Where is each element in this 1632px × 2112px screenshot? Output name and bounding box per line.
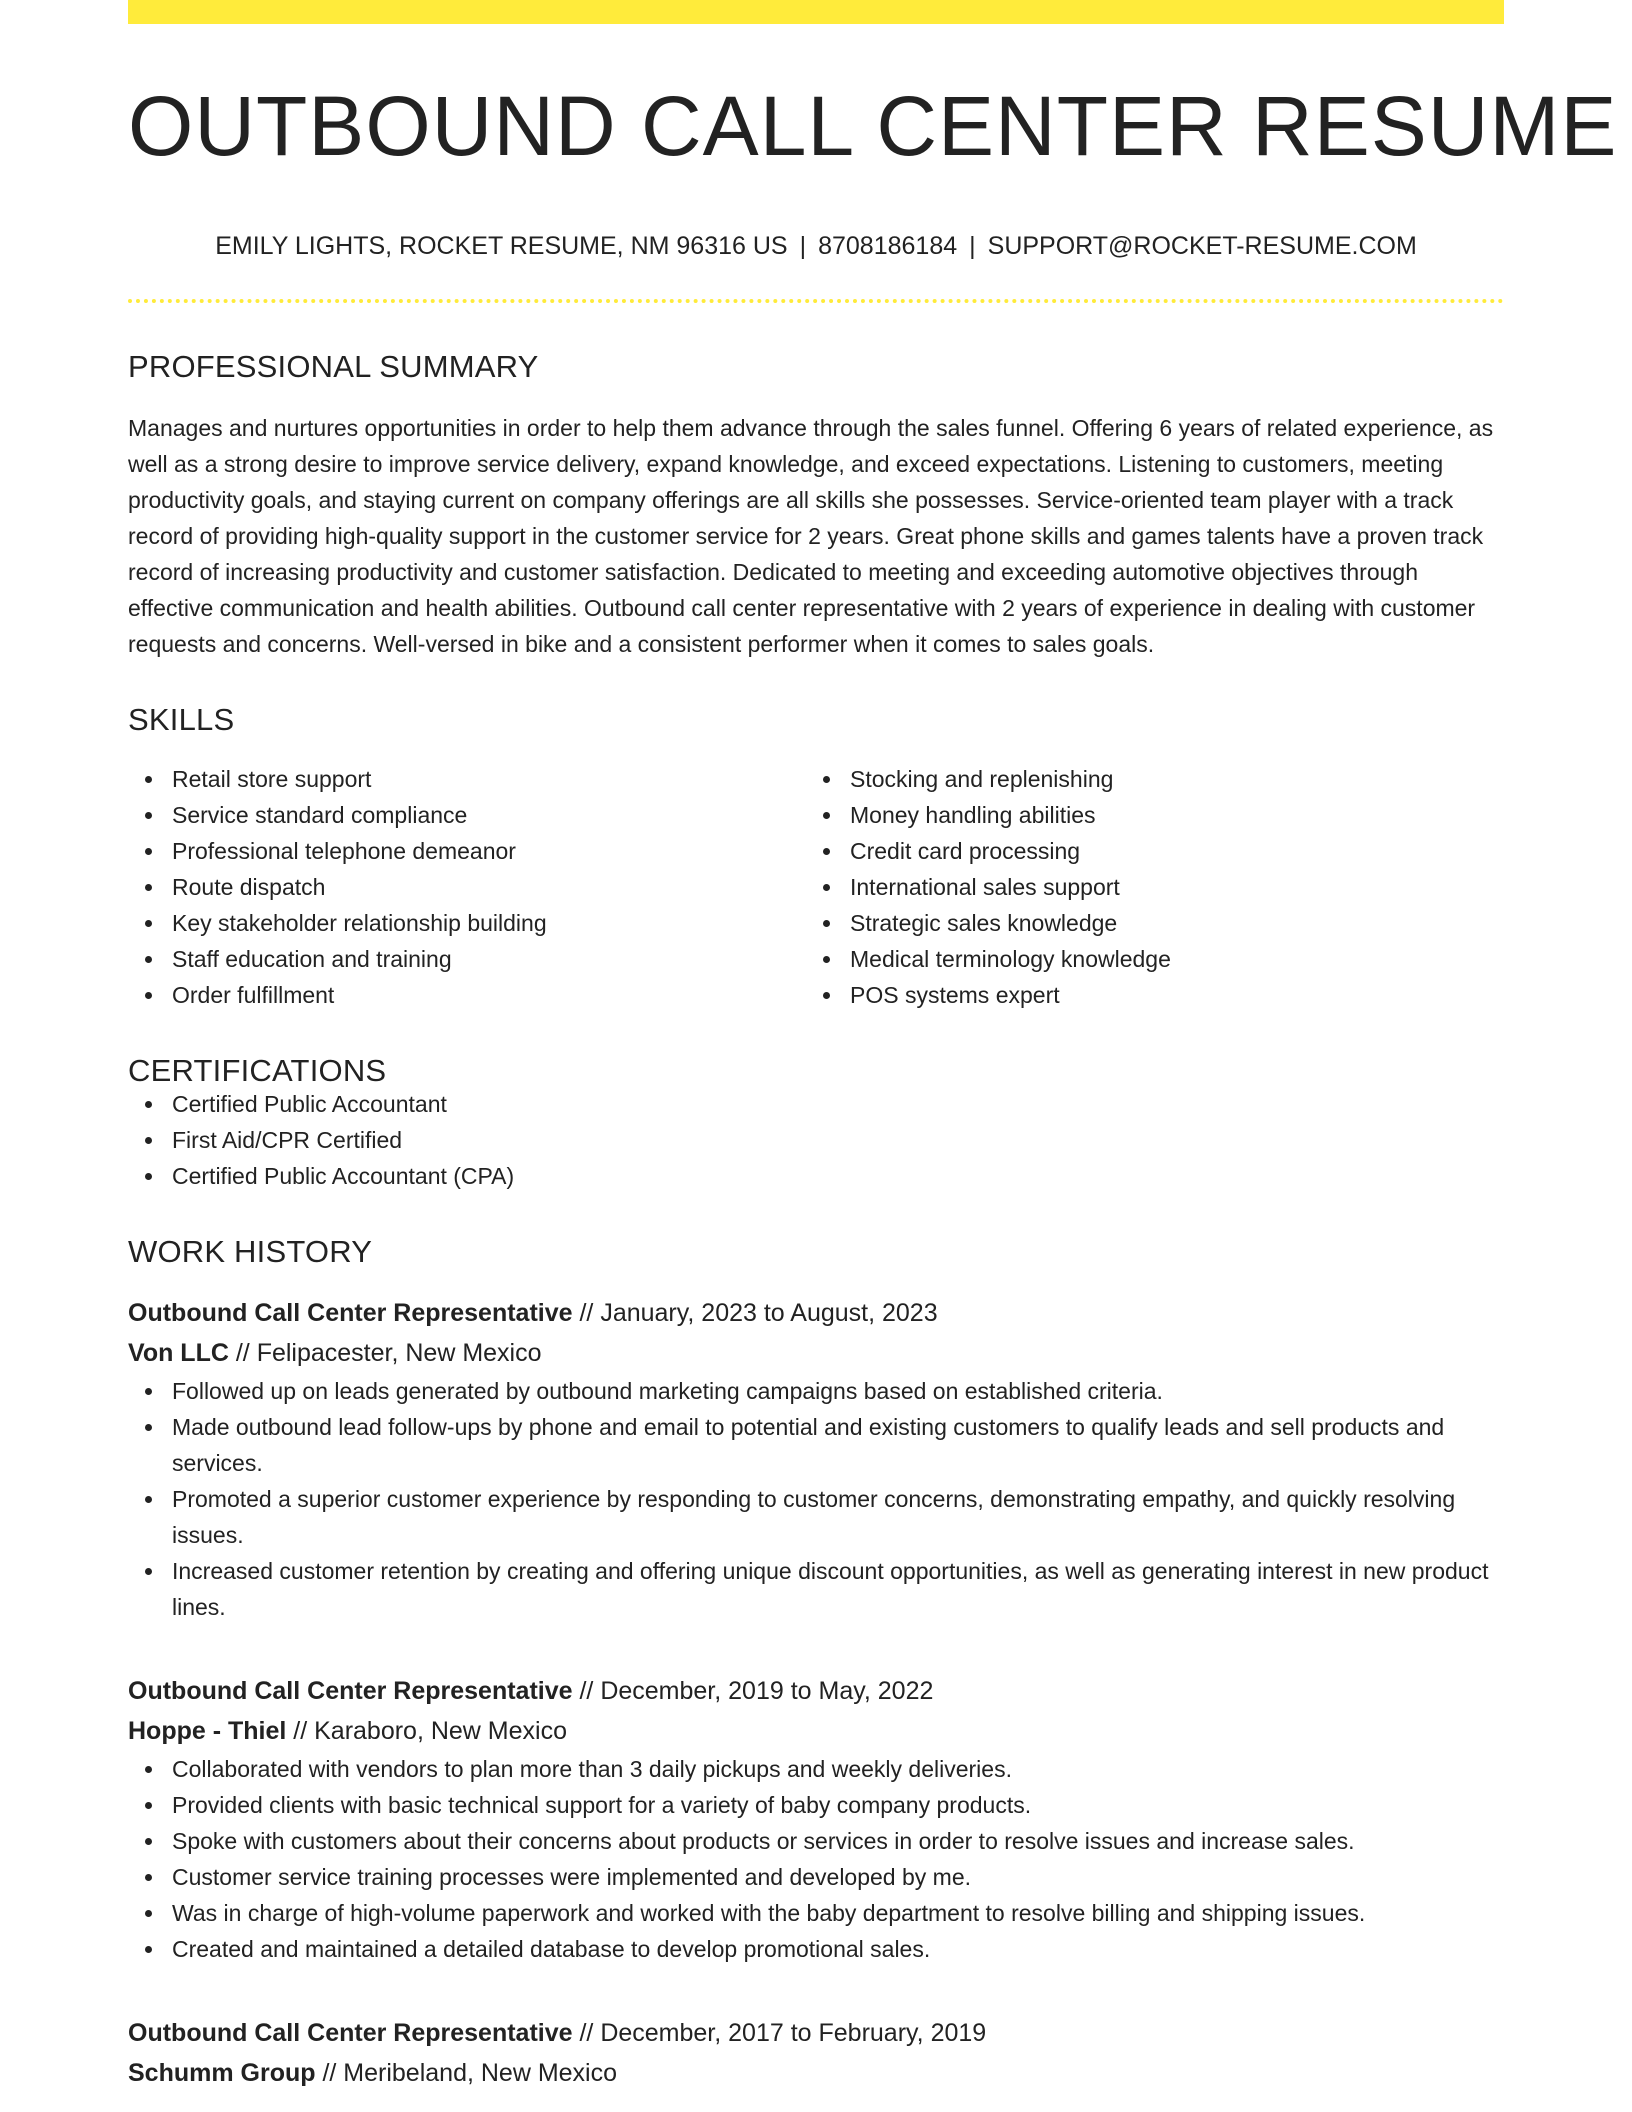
certifications-section [128, 1055, 1504, 1194]
job-duty-item: Increased customer retention by creating and offering unique discount opportunities, as well as generating interest in new product lines. [128, 1553, 1504, 1625]
work-history-heading: WORK HISTORY [128, 1234, 373, 1269]
professional-summary-section [128, 351, 1504, 662]
certification-item: Certified Public Accountant [128, 1086, 1504, 1122]
skill-item: International sales support [806, 869, 1484, 905]
contact-email: SUPPORT@ROCKET-RESUME.COM [987, 232, 1417, 260]
job-dates: // January, 2023 to August, 2023 [572, 1299, 938, 1327]
job-title: Outbound Call Center Representative [128, 1299, 573, 1327]
job-duty-item: Followed up on leads generated by outbound marketing campaigns based on established criteria. [128, 1373, 1504, 1409]
accent-top-bar [128, 0, 1504, 24]
skill-item: Retail store support [128, 761, 806, 797]
certification-item: First Aid/CPR Certified [128, 1122, 1504, 1158]
skill-item: Service standard compliance [128, 797, 806, 833]
job-company: Schumm Group [128, 2059, 316, 2087]
resume-title: OUTBOUND CALL CENTER RESUME [128, 79, 1618, 173]
resume-page [128, 0, 1618, 2093]
job-dates: // December, 2019 to May, 2022 [572, 1677, 934, 1705]
job-company-line [128, 1333, 1504, 1373]
contact-line [128, 234, 1504, 259]
skill-item: Money handling abilities [806, 797, 1484, 833]
skill-item: Professional telephone demeanor [128, 833, 806, 869]
job-duty-item: Provided clients with basic technical support for a variety of baby company products. [128, 1787, 1504, 1823]
job-location: // Felipacester, New Mexico [228, 1339, 542, 1367]
job-title-line [128, 1671, 1504, 1711]
certification-item: Certified Public Accountant (CPA) [128, 1158, 1504, 1194]
skill-item: Stocking and replenishing [806, 761, 1484, 797]
skill-item: Order fulfillment [128, 977, 806, 1013]
job-entry [128, 1671, 1504, 1967]
job-dates: // December, 2017 to February, 2019 [572, 2019, 987, 2047]
job-duty-item: Promoted a superior customer experience by responding to customer concerns, demonstrating empathy, and quickly resolving issues. [128, 1481, 1504, 1553]
skill-item: Strategic sales knowledge [806, 905, 1484, 941]
job-entry [128, 1293, 1504, 1625]
skills-list-right [806, 761, 1484, 1013]
job-company-line [128, 1711, 1504, 1751]
job-company-line [128, 2053, 1504, 2093]
job-title-line [128, 2013, 1504, 2053]
skills-list-left [128, 761, 806, 1013]
skills-columns [128, 761, 1504, 1013]
job-duty-item: Made outbound lead follow-ups by phone and email to potential and existing customers to qualify leads and sell products and services. [128, 1409, 1504, 1481]
summary-text: Manages and nurtures opportunities in order to help them advance through the sales funnel. Offering 6 years of related experience, as well as a strong desire to improve service delivery, expand knowledge, and exceed expectations. Listening to customers, meeting productivity goals, and staying current on company offerings are all skills she possesses. Service-oriented team player with a track record of providing high-quality support in the customer service for 2 years. Great phone skills and games talents have a proven track record of increasing productivity and customer satisfaction. Dedicated to meeting and exceeding automotive objectives through effective communication and health abilities. Outbound call center representative with 2 years of experience in dealing with customer requests and concerns. Well-versed in bike and a consistent performer when it comes to sales goals. [128, 415, 1494, 657]
certifications-list [128, 1086, 1504, 1194]
skill-item: Key stakeholder relationship building [128, 905, 806, 941]
job-duty-item: Customer service training processes were implemented and developed by me. [128, 1859, 1504, 1895]
certifications-heading: CERTIFICATIONS [128, 1053, 387, 1088]
work-history-section [128, 1236, 1504, 2093]
skill-item: Medical terminology knowledge [806, 941, 1484, 977]
job-title-line [128, 1293, 1504, 1333]
job-duty-item: Spoke with customers about their concerns about products or services in order to resolve issues and increase sales. [128, 1823, 1504, 1859]
job-entry [128, 2013, 1504, 2093]
dotted-divider [128, 299, 1504, 303]
job-company: Hoppe - Thiel [128, 1717, 287, 1745]
job-duty-item: Was in charge of high-volume paperwork and worked with the baby department to resolve billing and shipping issues. [128, 1895, 1504, 1931]
contact-separator: | [969, 232, 976, 260]
skill-item: Staff education and training [128, 941, 806, 977]
job-title: Outbound Call Center Representative [128, 1677, 573, 1705]
contact-phone: 8708186184 [818, 232, 958, 260]
job-company: Von LLC [128, 1339, 229, 1367]
job-duty-item: Created and maintained a detailed database to develop promotional sales. [128, 1931, 1504, 1967]
contact-address: EMILY LIGHTS, ROCKET RESUME, NM 96316 US [215, 232, 788, 260]
skill-item: Route dispatch [128, 869, 806, 905]
job-duty-item: Collaborated with vendors to plan more than 3 daily pickups and weekly deliveries. [128, 1751, 1504, 1787]
contact-separator: | [799, 232, 807, 260]
skills-section [128, 704, 1504, 1013]
skill-item: Credit card processing [806, 833, 1484, 869]
jobs-container [128, 1293, 1504, 2093]
job-title: Outbound Call Center Representative [128, 2019, 573, 2047]
skills-heading: SKILLS [128, 702, 235, 737]
job-duties-list [128, 1373, 1504, 1625]
skill-item: POS systems expert [806, 977, 1484, 1013]
summary-heading: PROFESSIONAL SUMMARY [128, 349, 539, 384]
job-duties-list [128, 1751, 1504, 1967]
job-location: // Karaboro, New Mexico [286, 1717, 567, 1745]
job-location: // Meribeland, New Mexico [315, 2059, 618, 2087]
